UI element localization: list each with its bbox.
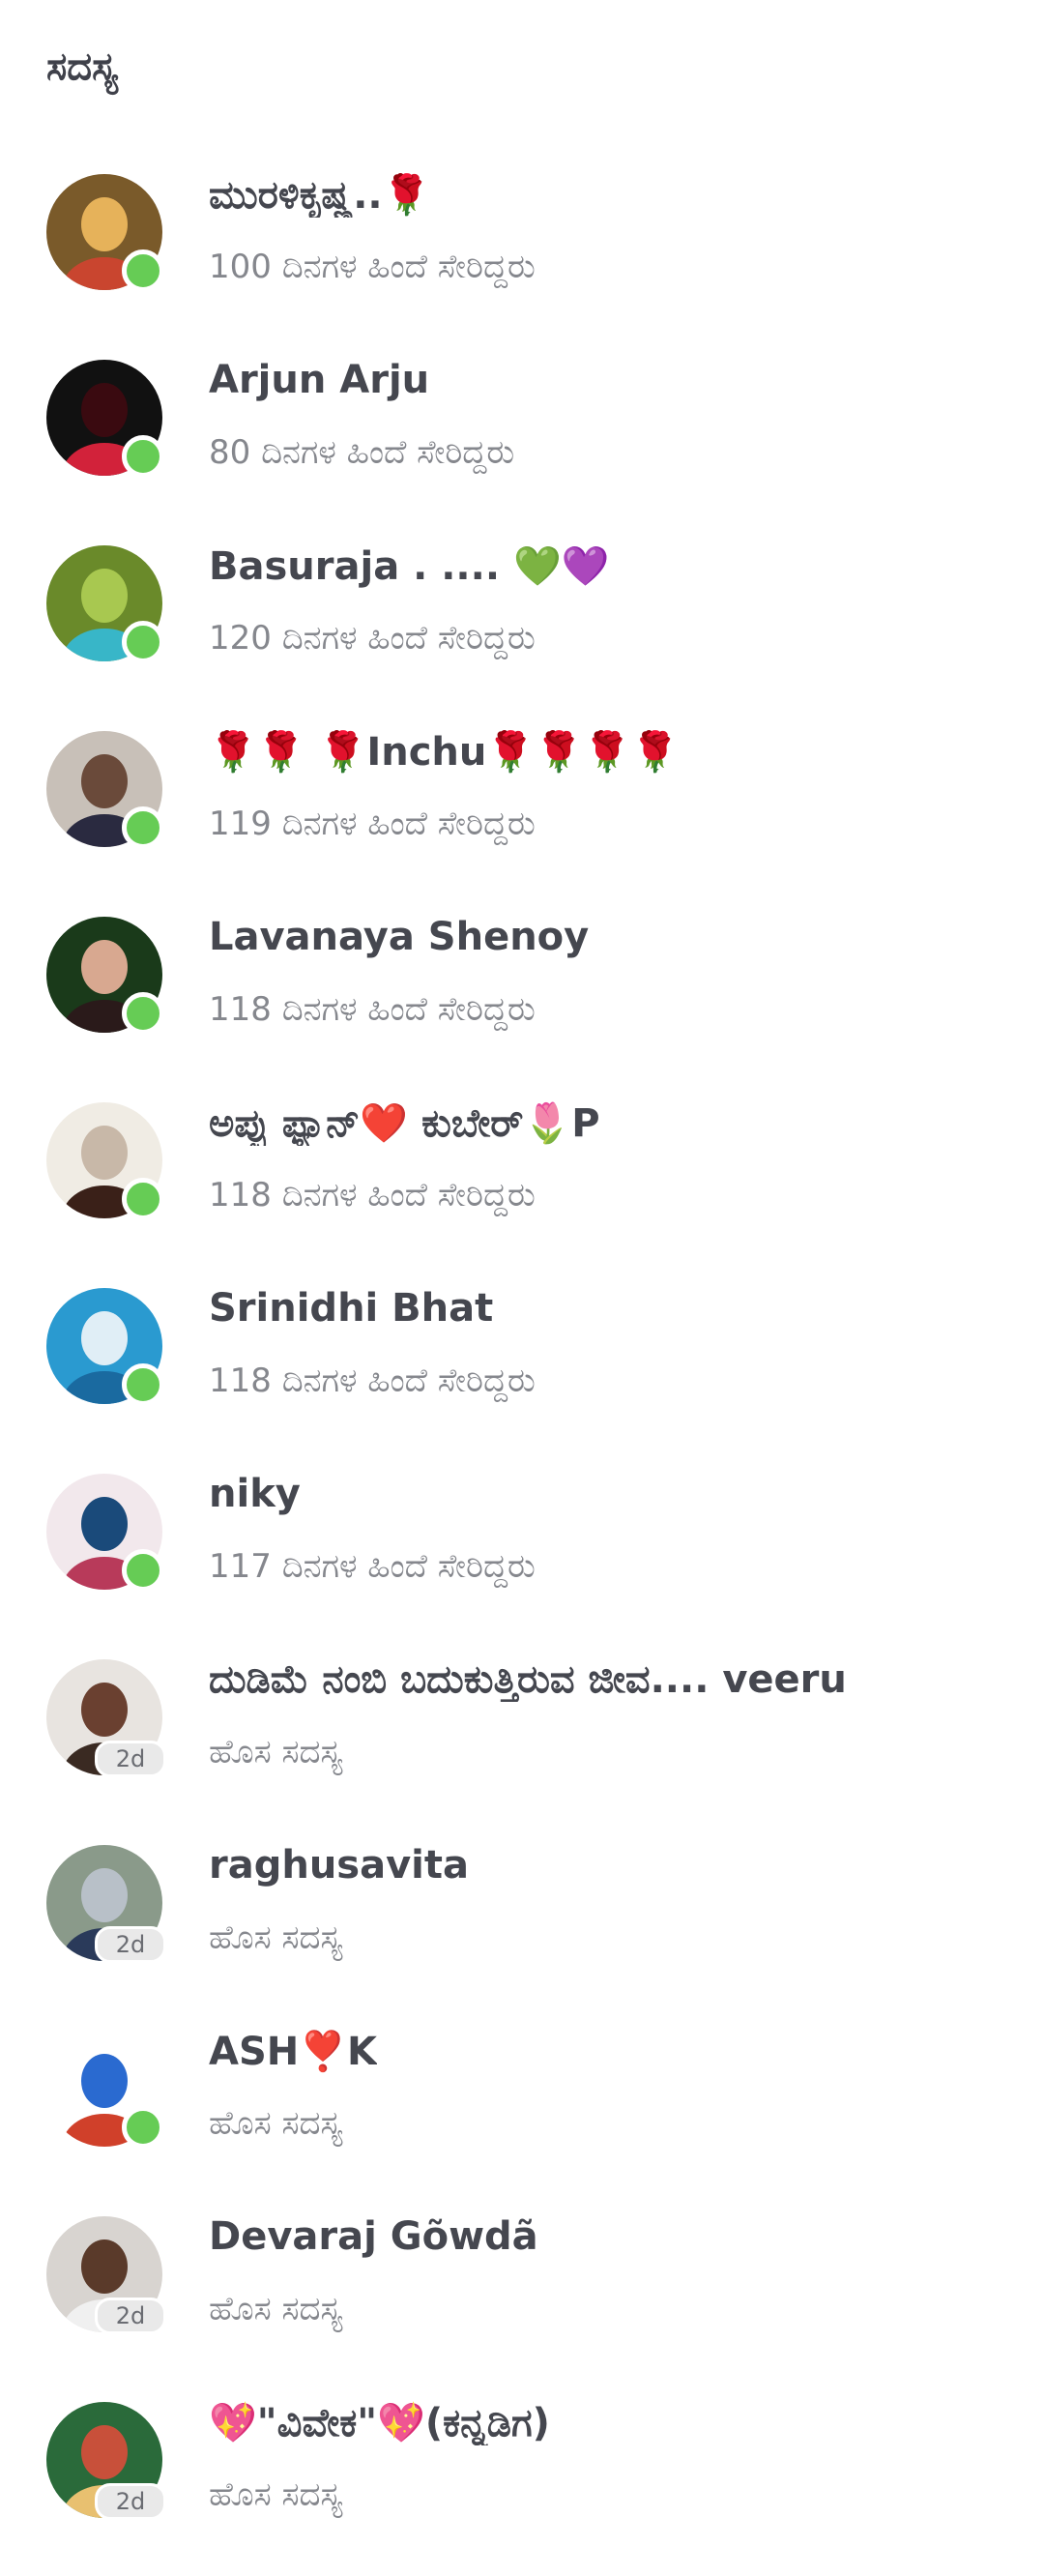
member-avatar[interactable] [46, 917, 162, 1033]
member-joined-status: ಹೊಸ ಸದಸ್ಯ [209, 1918, 343, 1957]
member-name[interactable]: Lavanaya Shenoy [209, 915, 590, 959]
member-name[interactable]: Devaraj Gõwdã [209, 2214, 538, 2259]
online-status-dot [122, 806, 164, 849]
member-name[interactable]: raghusavita [209, 1843, 470, 1888]
online-status-dot [122, 1363, 164, 1406]
member-name[interactable]: 🌹🌹 🌹Inchu🌹🌹🌹🌹 [209, 730, 680, 775]
member-name[interactable]: Arjun Arju [209, 358, 430, 402]
member-avatar[interactable] [46, 731, 162, 847]
member-joined-status: 119 ದಿನಗಳ ಹಿಂದೆ ಸೇರಿದ್ದರು [209, 805, 536, 843]
member-joined-status: 118 ದಿನಗಳ ಹಿಂದೆ ಸೇರಿದ್ದರು [209, 1361, 536, 1400]
member-row[interactable] [0, 1833, 1044, 2019]
member-joined-status: ಹೊಸ ಸದಸ್ಯ [209, 2290, 343, 2328]
member-row[interactable] [0, 348, 1044, 534]
member-name[interactable]: ASH❣️K [209, 2030, 378, 2074]
online-status-dot [122, 2106, 164, 2149]
online-status-dot [122, 992, 164, 1035]
member-list [0, 162, 1044, 2576]
member-row[interactable] [0, 1091, 1044, 1276]
member-row[interactable] [0, 2390, 1044, 2576]
member-avatar[interactable] [46, 174, 162, 290]
member-avatar[interactable] [46, 545, 162, 661]
member-avatar[interactable] [46, 360, 162, 476]
online-status-dot [122, 249, 164, 292]
member-avatar[interactable] [46, 2216, 162, 2332]
member-row[interactable] [0, 2019, 1044, 2205]
member-joined-status: 118 ದಿನಗಳ ಹಿಂದೆ ಸೇರಿದ್ದರು [209, 1176, 536, 1215]
member-row[interactable] [0, 719, 1044, 905]
member-avatar[interactable] [46, 1288, 162, 1404]
member-avatar[interactable] [46, 1474, 162, 1590]
online-status-dot [122, 435, 164, 478]
member-name[interactable]: Basuraja . .... 💚💜 [209, 544, 610, 589]
member-row[interactable] [0, 162, 1044, 348]
member-name[interactable]: ಅಪ್ಪು ಫ್ಯಾನ್❤️ ಕುಬೇರ್🌷P [209, 1101, 600, 1146]
last-seen-badge: 2d [95, 1741, 166, 1777]
member-joined-status: 118 ದಿನಗಳ ಹಿಂದೆ ಸೇರಿದ್ದರು [209, 990, 536, 1029]
member-avatar[interactable] [46, 2402, 162, 2518]
member-row[interactable] [0, 534, 1044, 719]
last-seen-badge: 2d [95, 1926, 166, 1963]
online-status-dot [122, 621, 164, 663]
member-avatar[interactable] [46, 1659, 162, 1775]
member-name[interactable]: ದುಡಿಮೆ ನಂಬಿ ಬದುಕುತ್ತಿರುವ ಜೀವ.... veeru [209, 1657, 847, 1702]
section-title: ಸದಸ್ಯ [46, 44, 118, 89]
member-avatar[interactable] [46, 1102, 162, 1218]
member-avatar[interactable] [46, 2031, 162, 2147]
member-avatar[interactable] [46, 1845, 162, 1961]
last-seen-badge: 2d [95, 2298, 166, 2334]
member-name[interactable]: Srinidhi Bhat [209, 1286, 494, 1331]
last-seen-badge: 2d [95, 2483, 166, 2520]
member-row[interactable] [0, 1462, 1044, 1648]
member-joined-status: 120 ದಿನಗಳ ಹಿಂದೆ ಸೇರಿದ್ದರು [209, 619, 536, 658]
member-row[interactable] [0, 1648, 1044, 1833]
member-joined-status: 80 ದಿನಗಳ ಹಿಂದೆ ಸೇರಿದ್ದರು [209, 433, 515, 472]
member-joined-status: 100 ದಿನಗಳ ಹಿಂದೆ ಸೇರಿದ್ದರು [209, 248, 536, 286]
member-joined-status: ಹೊಸ ಸದಸ್ಯ [209, 1733, 343, 1771]
member-joined-status: ಹೊಸ ಸದಸ್ಯ [209, 2475, 343, 2514]
member-joined-status: ಹೊಸ ಸದಸ್ಯ [209, 2104, 343, 2143]
online-status-dot [122, 1178, 164, 1220]
member-name[interactable]: niky [209, 1472, 301, 1516]
member-row[interactable] [0, 2205, 1044, 2390]
member-joined-status: 117 ದಿನಗಳ ಹಿಂದೆ ಸೇರಿದ್ದರು [209, 1547, 536, 1586]
member-name[interactable]: ಮುರಳಿಕೃಷ್ಣ..🌹 [209, 173, 431, 218]
member-row[interactable] [0, 905, 1044, 1091]
member-row[interactable] [0, 1276, 1044, 1462]
online-status-dot [122, 1549, 164, 1592]
member-name[interactable]: 💖"ವಿವೇಕ"💖(ಕನ್ನಡಿಗ) [209, 2401, 550, 2445]
